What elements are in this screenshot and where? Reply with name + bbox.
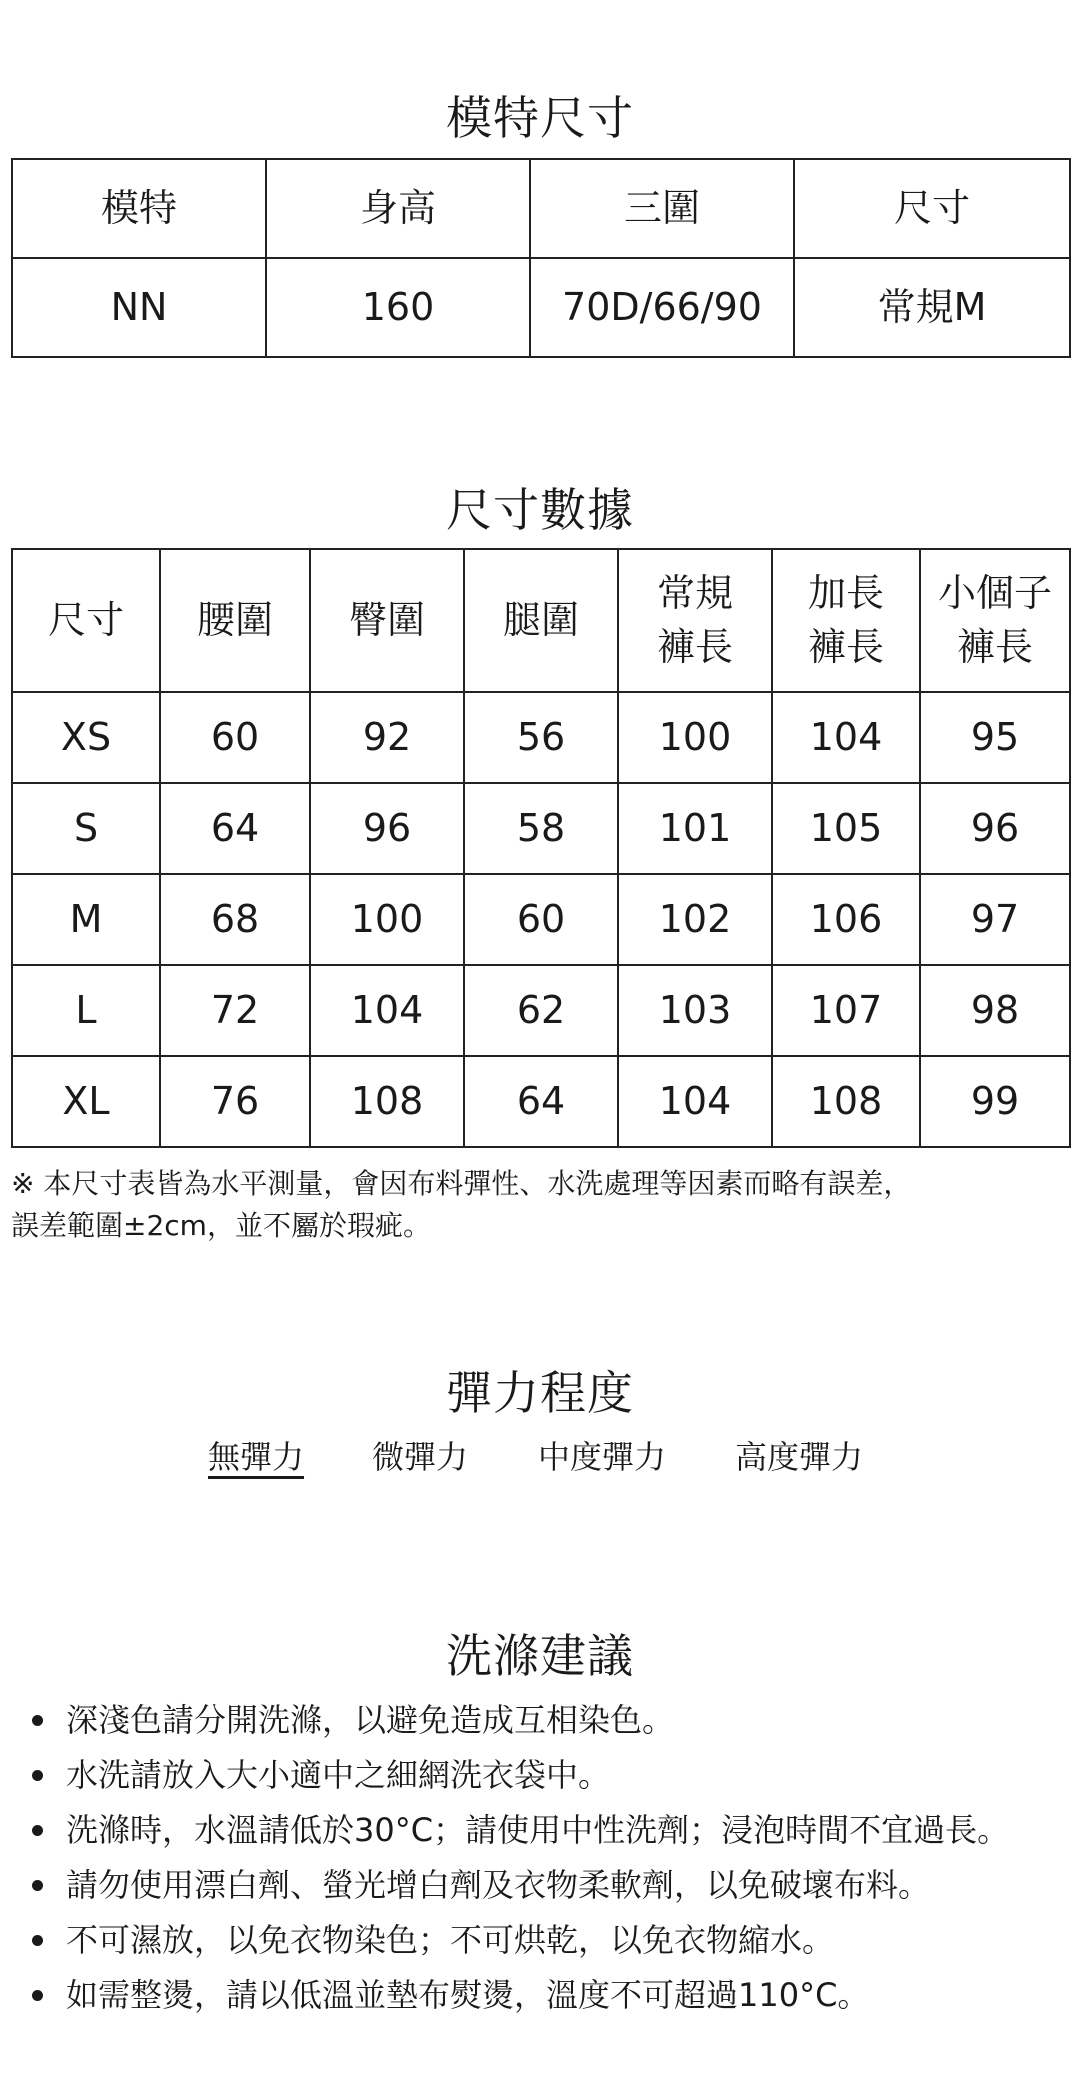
cell-size: XL <box>12 1056 160 1147</box>
cell-petite-length: 98 <box>920 965 1070 1056</box>
stretch-level-title: 彈力程度 <box>446 1366 634 1420</box>
list-item: 如需整燙，請以低溫並墊布熨燙，溫度不可超過110°C。 <box>66 1968 1080 2023</box>
cell-model-size: 常規M <box>794 258 1070 357</box>
cell-regular-length: 100 <box>618 692 772 783</box>
cell-model-measurements: 70D/66/90 <box>530 258 794 357</box>
cell-hip: 100 <box>310 874 464 965</box>
list-item: 不可濕放，以免衣物染色；不可烘乾，以免衣物縮水。 <box>66 1913 1080 1968</box>
cell-waist: 72 <box>160 965 310 1056</box>
table-row <box>12 783 1070 874</box>
list-item: 請勿使用漂白劑、螢光增白劑及衣物柔軟劑，以免破壞布料。 <box>66 1858 1080 1913</box>
cell-long-length: 105 <box>772 783 920 874</box>
table-row <box>12 692 1070 783</box>
header-measurements: 三圍 <box>530 159 794 258</box>
care-instructions-title: 洗滌建議 <box>446 1629 634 1683</box>
cell-petite-length: 99 <box>920 1056 1070 1147</box>
cell-long-length: 106 <box>772 874 920 965</box>
header-regular-length: 常規 褲長 <box>618 549 772 692</box>
list-item: 水洗請放入大小適中之細網洗衣袋中。 <box>66 1748 1080 1803</box>
stretch-option-slight: 微彈力 <box>372 1438 469 1476</box>
list-item: 深淺色請分開洗滌，以避免造成互相染色。 <box>66 1693 1080 1748</box>
cell-waist: 68 <box>160 874 310 965</box>
bullet-icon <box>32 1935 43 1946</box>
cell-petite-length: 95 <box>920 692 1070 783</box>
cell-waist: 60 <box>160 692 310 783</box>
note-line: ※ 本尺寸表皆為水平測量，會因布料彈性、水洗處理等因素而略有誤差， <box>11 1167 912 1200</box>
cell-model-height: 160 <box>266 258 530 357</box>
cell-petite-length: 96 <box>920 783 1070 874</box>
stretch-option-high: 高度彈力 <box>735 1438 864 1476</box>
cell-petite-length: 97 <box>920 874 1070 965</box>
model-size-table <box>11 158 1071 358</box>
cell-thigh: 58 <box>464 783 618 874</box>
bullet-icon <box>32 1715 43 1726</box>
cell-size: M <box>12 874 160 965</box>
measurement-note <box>11 1163 1071 1247</box>
stretch-option-medium: 中度彈力 <box>538 1438 667 1476</box>
cell-regular-length: 104 <box>618 1056 772 1147</box>
header-size: 尺寸 <box>794 159 1070 258</box>
header-long-length: 加長 褲長 <box>772 549 920 692</box>
header-size: 尺寸 <box>12 549 160 692</box>
cell-waist: 64 <box>160 783 310 874</box>
cell-regular-length: 103 <box>618 965 772 1056</box>
cell-regular-length: 101 <box>618 783 772 874</box>
table-header-row <box>12 549 1070 692</box>
header-hip: 臀圍 <box>310 549 464 692</box>
table-row <box>12 258 1070 357</box>
table-row <box>12 1056 1070 1147</box>
size-data-table <box>11 548 1071 1148</box>
cell-thigh: 56 <box>464 692 618 783</box>
cell-waist: 76 <box>160 1056 310 1147</box>
cell-thigh: 64 <box>464 1056 618 1147</box>
care-instructions-list <box>0 1693 1080 2023</box>
table-row <box>12 874 1070 965</box>
bullet-icon <box>32 1770 43 1781</box>
cell-size: XS <box>12 692 160 783</box>
header-petite-length: 小個子 褲長 <box>920 549 1070 692</box>
model-size-title: 模特尺寸 <box>446 91 634 145</box>
header-waist: 腰圍 <box>160 549 310 692</box>
table-row <box>12 965 1070 1056</box>
note-line: 誤差範圍±2cm，並不屬於瑕疵。 <box>11 1209 431 1242</box>
stretch-level-options <box>0 1432 1080 1482</box>
bullet-icon <box>32 1825 43 1836</box>
cell-long-length: 108 <box>772 1056 920 1147</box>
bullet-icon <box>32 1880 43 1891</box>
header-height: 身高 <box>266 159 530 258</box>
cell-hip: 92 <box>310 692 464 783</box>
bullet-icon <box>32 1990 43 2001</box>
cell-model-name: NN <box>12 258 266 357</box>
cell-hip: 108 <box>310 1056 464 1147</box>
cell-long-length: 104 <box>772 692 920 783</box>
cell-size: L <box>12 965 160 1056</box>
cell-regular-length: 102 <box>618 874 772 965</box>
size-data-title: 尺寸數據 <box>446 483 634 537</box>
table-header-row <box>12 159 1070 258</box>
header-thigh: 腿圍 <box>464 549 618 692</box>
cell-thigh: 62 <box>464 965 618 1056</box>
cell-thigh: 60 <box>464 874 618 965</box>
cell-size: S <box>12 783 160 874</box>
stretch-option-none: 無彈力 <box>208 1438 305 1476</box>
list-item: 洗滌時，水溫請低於30°C；請使用中性洗劑；浸泡時間不宜過長。 <box>66 1803 1080 1858</box>
cell-hip: 96 <box>310 783 464 874</box>
cell-long-length: 107 <box>772 965 920 1056</box>
header-model: 模特 <box>12 159 266 258</box>
cell-hip: 104 <box>310 965 464 1056</box>
